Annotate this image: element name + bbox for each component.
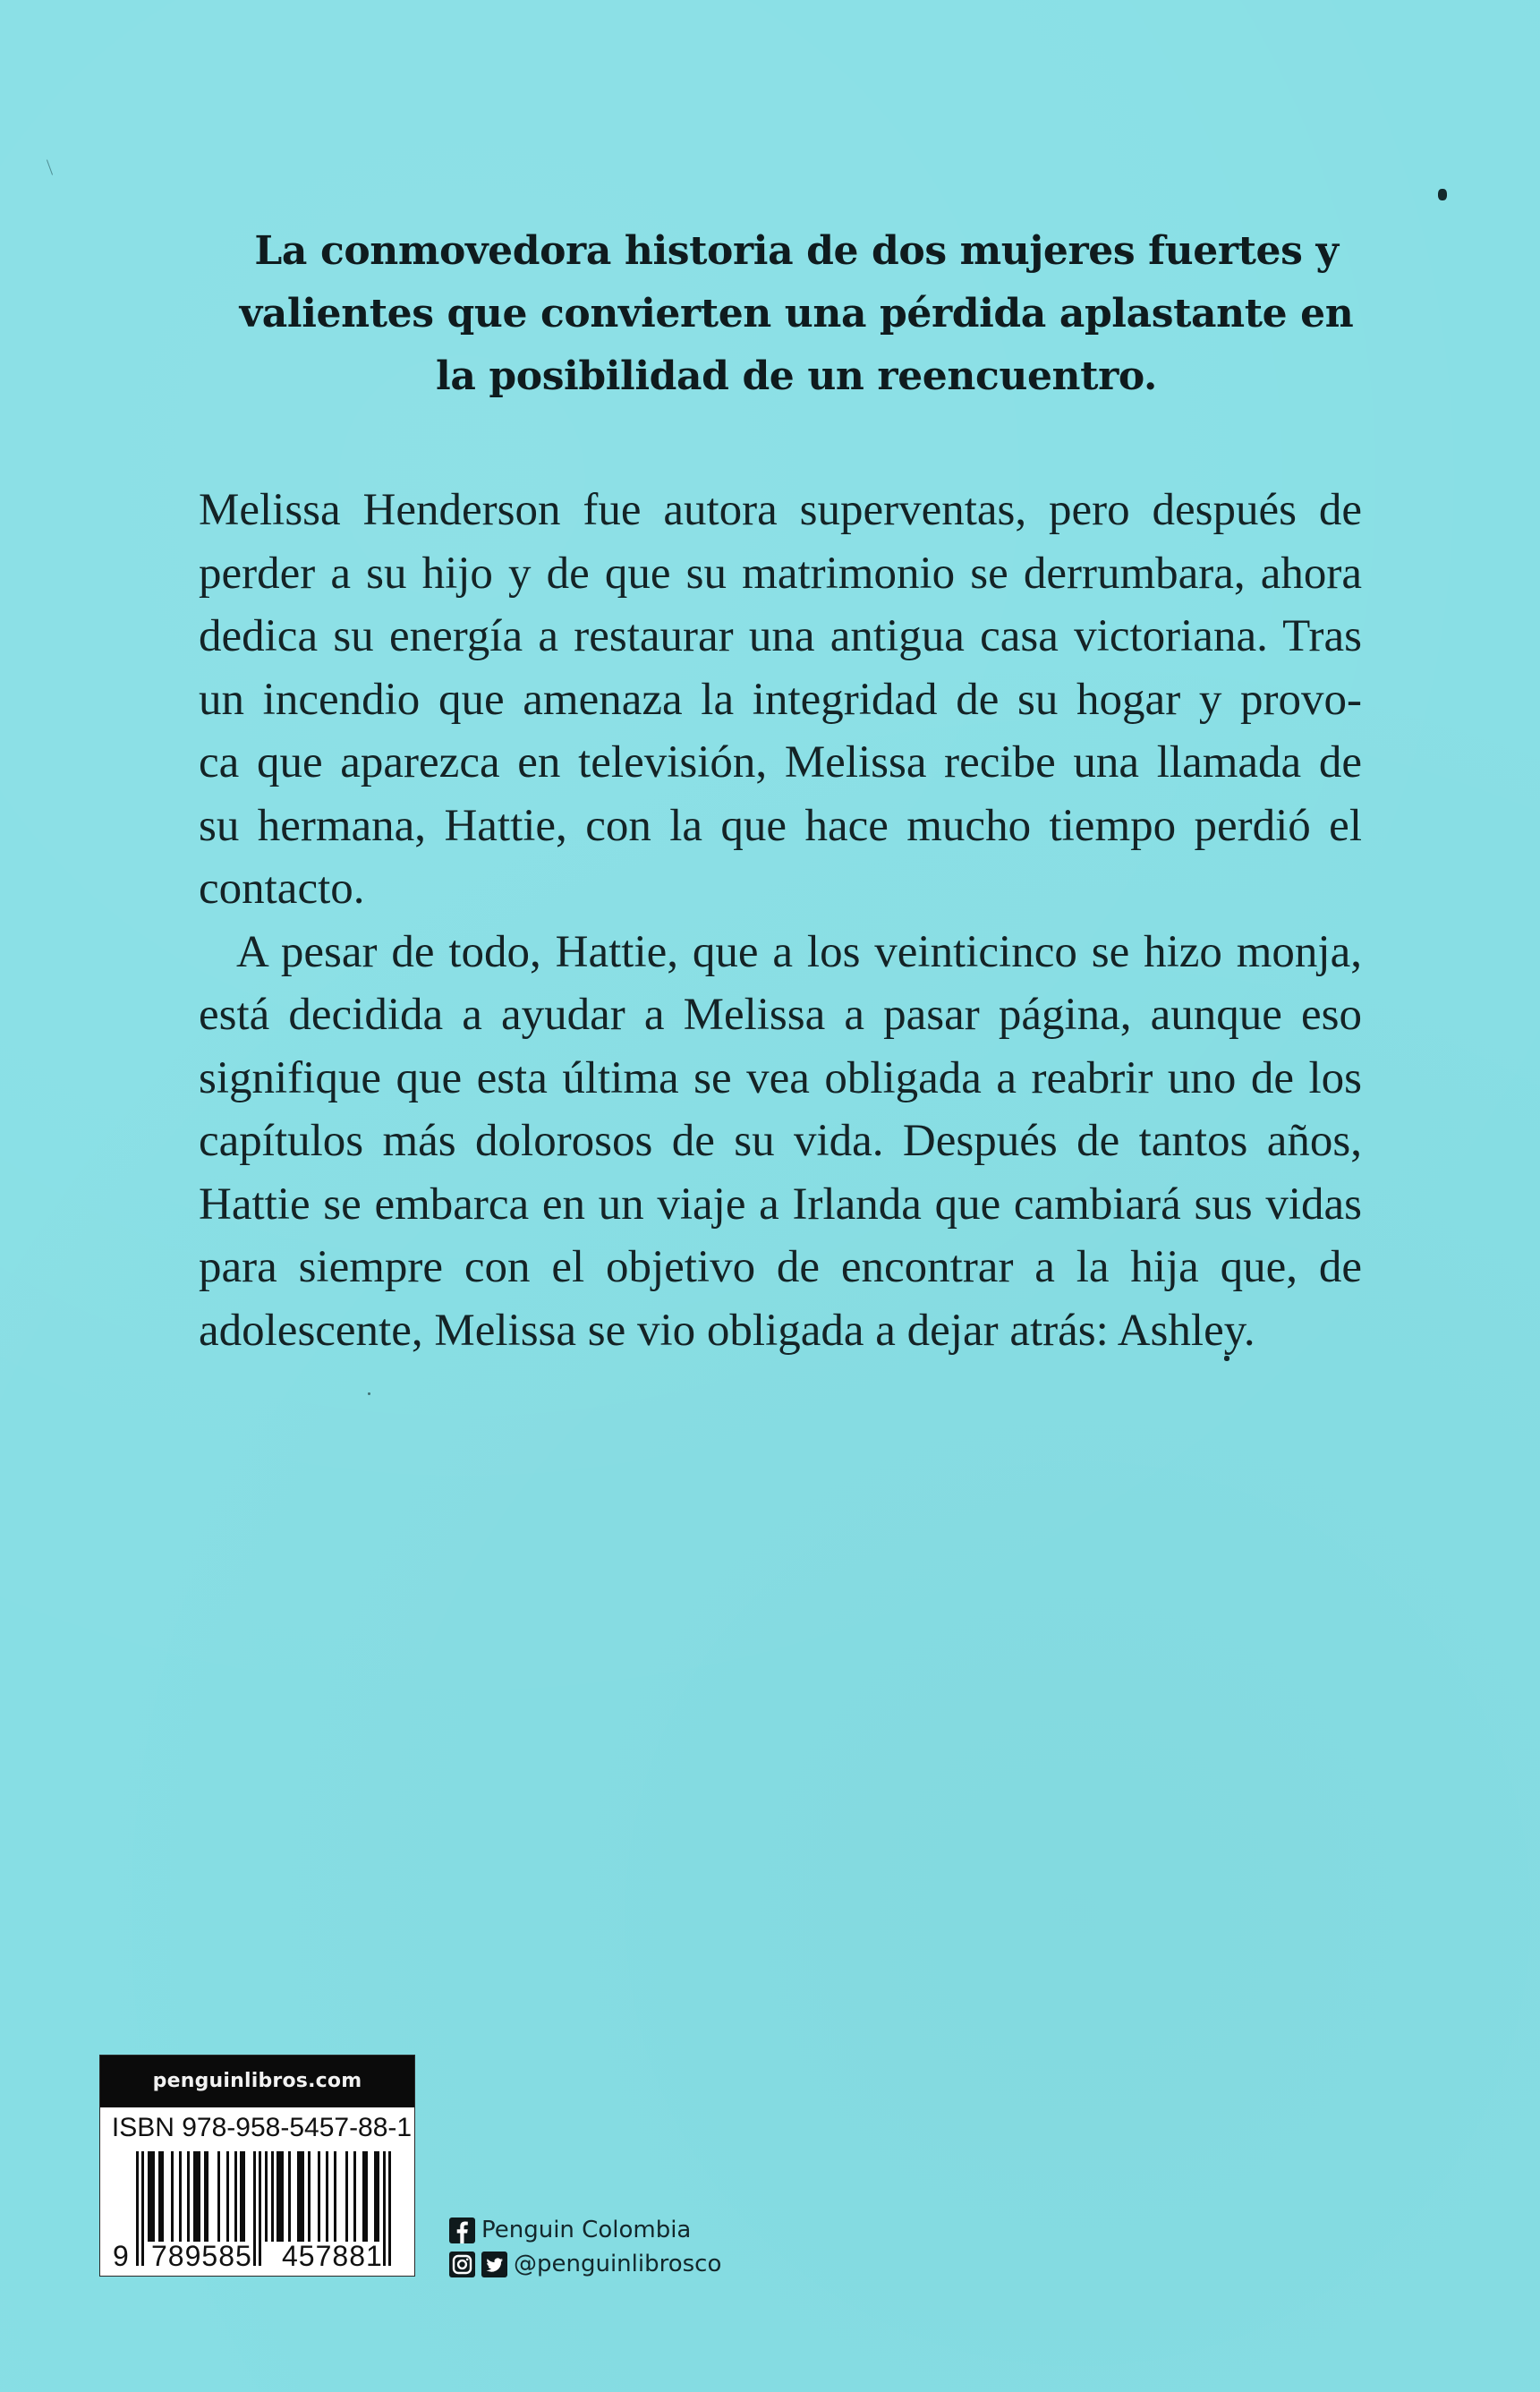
barcode-bar — [234, 2151, 237, 2242]
tagline — [179, 220, 1414, 408]
tagline-line: valientes que convierten una pérdida aplastante en — [239, 291, 1354, 336]
barcode-bar — [345, 2151, 348, 2242]
print-speck — [368, 1392, 370, 1395]
barcode-bar — [204, 2151, 208, 2242]
barcode-bar — [148, 2151, 155, 2242]
barcode-bar — [171, 2151, 174, 2242]
barcode-bar — [141, 2151, 144, 2266]
synopsis-line: para siempre con el objetivo de encontrar a la hija que, de — [199, 1242, 1362, 1292]
isbn-label: ISBN 978-958-5457-88-1 — [111, 2113, 413, 2142]
barcode-bar — [179, 2151, 182, 2242]
barcode-bar — [297, 2151, 304, 2242]
barcode-bar — [158, 2151, 164, 2242]
barcode-bar — [326, 2151, 328, 2242]
barcode-bar — [308, 2151, 311, 2242]
barcode-bar — [193, 2151, 200, 2242]
handle-row — [449, 2252, 721, 2277]
social-links — [449, 2217, 721, 2286]
barcode-bar — [334, 2151, 336, 2242]
tagline-line: La conmovedora historia de dos mujeres fuertes y — [254, 228, 1339, 274]
barcode-bar — [318, 2151, 320, 2242]
barcode-bar — [277, 2151, 284, 2242]
synopsis-line: un incendio que amenaza la integridad de su hogar y provo- — [199, 674, 1362, 725]
barcode-bar — [388, 2151, 391, 2266]
barcode-bar — [265, 2151, 268, 2242]
synopsis-line: perder a su hijo y de que su matrimonio se derrumbara, ahora — [199, 548, 1362, 599]
scratch-mark — [47, 159, 53, 175]
barcode-bar — [288, 2151, 291, 2242]
synopsis-line: Melissa Henderson fue autora superventas, pero después de — [199, 485, 1362, 535]
print-speck — [1438, 189, 1447, 200]
synopsis-line: está decidida a ayudar a Melissa a pasar página, aunque eso — [199, 990, 1362, 1040]
synopsis-line: dedica su energía a restaurar una antigua casa victoriana. Tras — [199, 611, 1362, 661]
barcode-digits-left: 789585 — [151, 2240, 252, 2272]
facebook-page-name: Penguin Colombia — [481, 2217, 692, 2243]
barcode-bar — [383, 2151, 386, 2266]
synopsis-line: A pesar de todo, Hattie, que a los veinticinco se hizo monja, — [236, 926, 1362, 977]
print-speck — [1224, 1356, 1229, 1361]
instagram-icon — [449, 2252, 475, 2277]
synopsis-line: su hermana, Hattie, con la que hace mucho tiempo perdió el — [199, 800, 1362, 851]
synopsis-line: adolescente, Melissa se vio obligada a dejar atrás: Ashley. — [199, 1305, 1255, 1356]
facebook-row — [449, 2217, 721, 2243]
publisher-website: penguinlibros.com — [100, 2056, 414, 2107]
barcode-bar — [259, 2151, 261, 2266]
twitter-icon — [481, 2252, 507, 2277]
synopsis-paragraph-2 — [199, 921, 1362, 1363]
barcode-bar — [136, 2151, 139, 2266]
barcode-bar — [353, 2151, 356, 2242]
social-handle: @penguinlibrosco — [514, 2251, 722, 2277]
barcode-bar — [240, 2151, 245, 2242]
barcode-bar — [253, 2151, 256, 2266]
synopsis-line: signifique que esta última se vea obligada a reabrir uno de los — [199, 1052, 1362, 1103]
barcode-bar — [226, 2151, 229, 2242]
synopsis-line: contacto. — [199, 864, 365, 914]
barcode-bar — [374, 2151, 379, 2242]
barcode-bar — [187, 2151, 190, 2242]
synopsis-paragraph-1 — [199, 479, 1362, 921]
synopsis-line: ca que aparezca en televisión, Melissa recibe una llamada de — [199, 737, 1362, 787]
barcode-digits-right: 457881 — [282, 2240, 383, 2272]
barcode-bar — [271, 2151, 274, 2242]
barcode-digit-first: 9 — [113, 2240, 130, 2272]
synopsis — [199, 479, 1362, 1362]
facebook-icon — [449, 2217, 475, 2243]
isbn-barcode-block — [99, 2055, 415, 2277]
barcode-bar — [362, 2151, 368, 2242]
tagline-line: la posibilidad de un reencuentro. — [436, 353, 1157, 399]
synopsis-line: Hattie se embarca en un viaje a Irlanda que cambiará sus vidas — [199, 1179, 1362, 1230]
synopsis-line: capítulos más dolorosos de su vida. Después de tantos años, — [199, 1116, 1362, 1166]
barcode-bar — [217, 2151, 220, 2242]
